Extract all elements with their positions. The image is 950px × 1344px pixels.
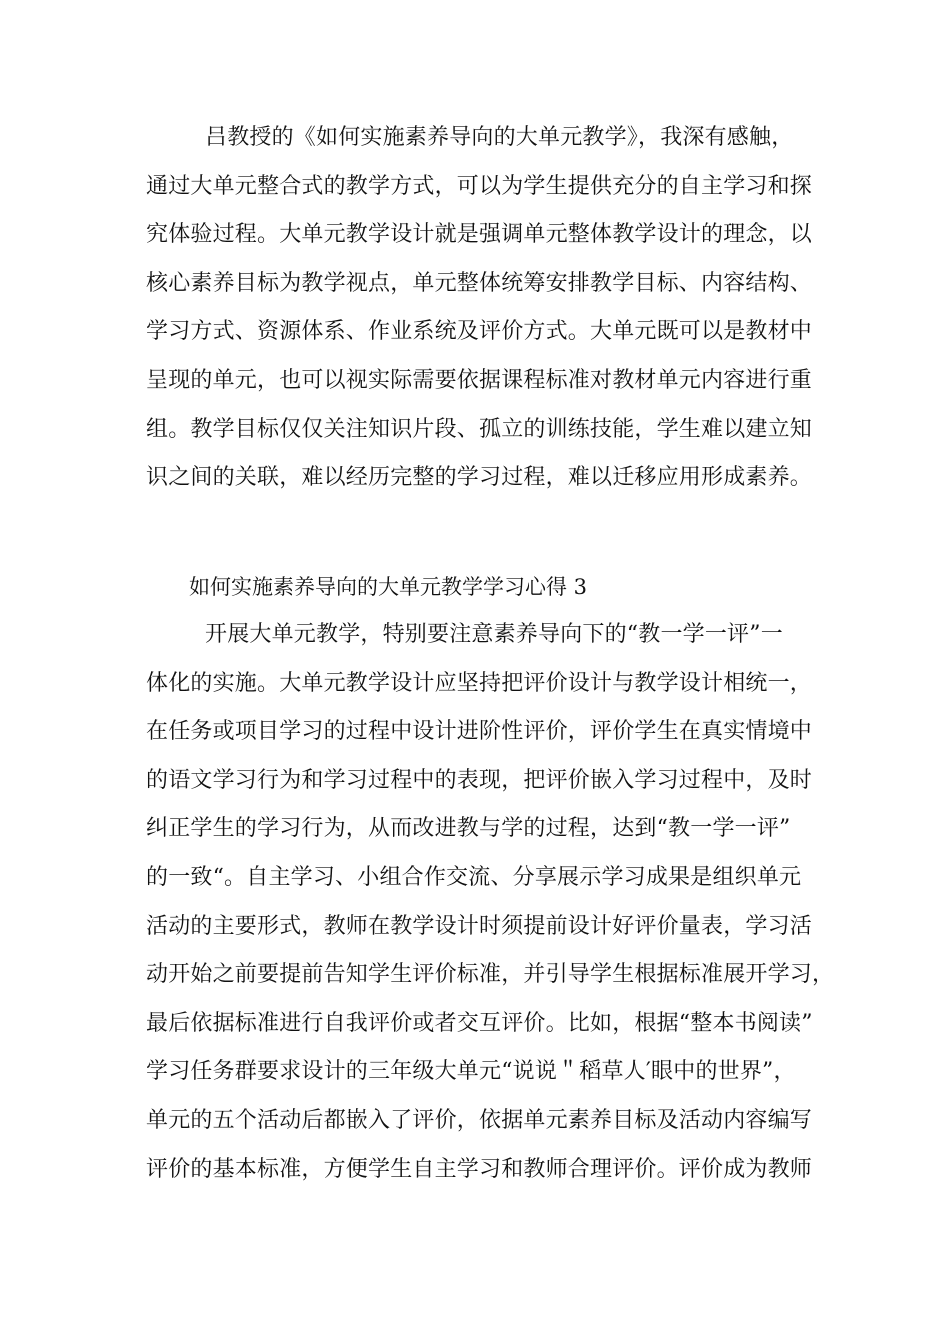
paragraph-line: 最后依据标准进行自我评价或者交互评价。比如，根据“整本书阅读” xyxy=(146,1010,813,1036)
paragraph-line: 活动的主要形式，教师在教学设计时须提前设计好评价量表，学习活 xyxy=(146,913,813,939)
paragraph-line: 呈现的单元，也可以视实际需要依据课程标准对教材单元内容进行重 xyxy=(146,367,813,393)
section-heading: 如何实施素养导向的大单元教学学习心得 3 xyxy=(189,575,588,599)
paragraph-line: 开展大单元教学，特别要注意素养导向下的“教一学一评”一 xyxy=(205,622,783,647)
paragraph-line: 究体验过程。大单元教学设计就是强调单元整体教学设计的理念，以 xyxy=(146,222,813,248)
paragraph-line: 学习方式、资源体系、作业系统及评价方式。大单元既可以是教材中 xyxy=(146,319,813,345)
paragraph-line: 体化的实施。大单元教学设计应坚持把评价设计与教学设计相统一， xyxy=(146,670,813,696)
paragraph-line: 评价的基本标准，方便学生自主学习和教师合理评价。评价成为教师 xyxy=(146,1156,813,1182)
paragraph-line: 学习任务群要求设计的三年级大单元“说说＂稻草人′眼中的世界”， xyxy=(146,1059,796,1085)
paragraph-line: 通过大单元整合式的教学方式，可以为学生提供充分的自主学习和探 xyxy=(146,173,813,199)
paragraph-line: 识之间的关联，难以经历完整的学习过程，难以迁移应用形成素养。 xyxy=(146,465,813,491)
paragraph-line: 组。教学目标仅仅关注知识片段、孤立的训练技能，学生难以建立知 xyxy=(146,416,813,442)
paragraph-line: 吕教授的《如何实施素养导向的大单元教学》，我深有感触， xyxy=(205,125,794,150)
paragraph-line: 的一致“。自主学习、小组合作交流、分享展示学习成果是组织单元 xyxy=(146,864,802,890)
paragraph-line: 的语文学习行为和学习过程中的表现，把评价嵌入学习过程中，及时 xyxy=(146,767,813,793)
paragraph-line: 纠正学生的学习行为，从而改进教与学的过程，达到“教一学一评” xyxy=(146,816,791,842)
paragraph-teach-learn-assess xyxy=(146,611,835,1194)
paragraph-line: 动开始之前要提前告知学生评价标准，并引导学生根据标准展开学习， xyxy=(146,962,835,988)
paragraph-line: 单元的五个活动后都嵌入了评价，依据单元素养目标及活动内容编写 xyxy=(146,1107,813,1133)
paragraph-line: 在任务或项目学习的过程中设计进阶性评价，评价学生在真实情境中 xyxy=(146,719,813,745)
paragraph-lu-professor xyxy=(146,114,813,503)
paragraph-line: 核心素养目标为教学视点，单元整体统筹安排教学目标、内容结构、 xyxy=(146,270,813,296)
